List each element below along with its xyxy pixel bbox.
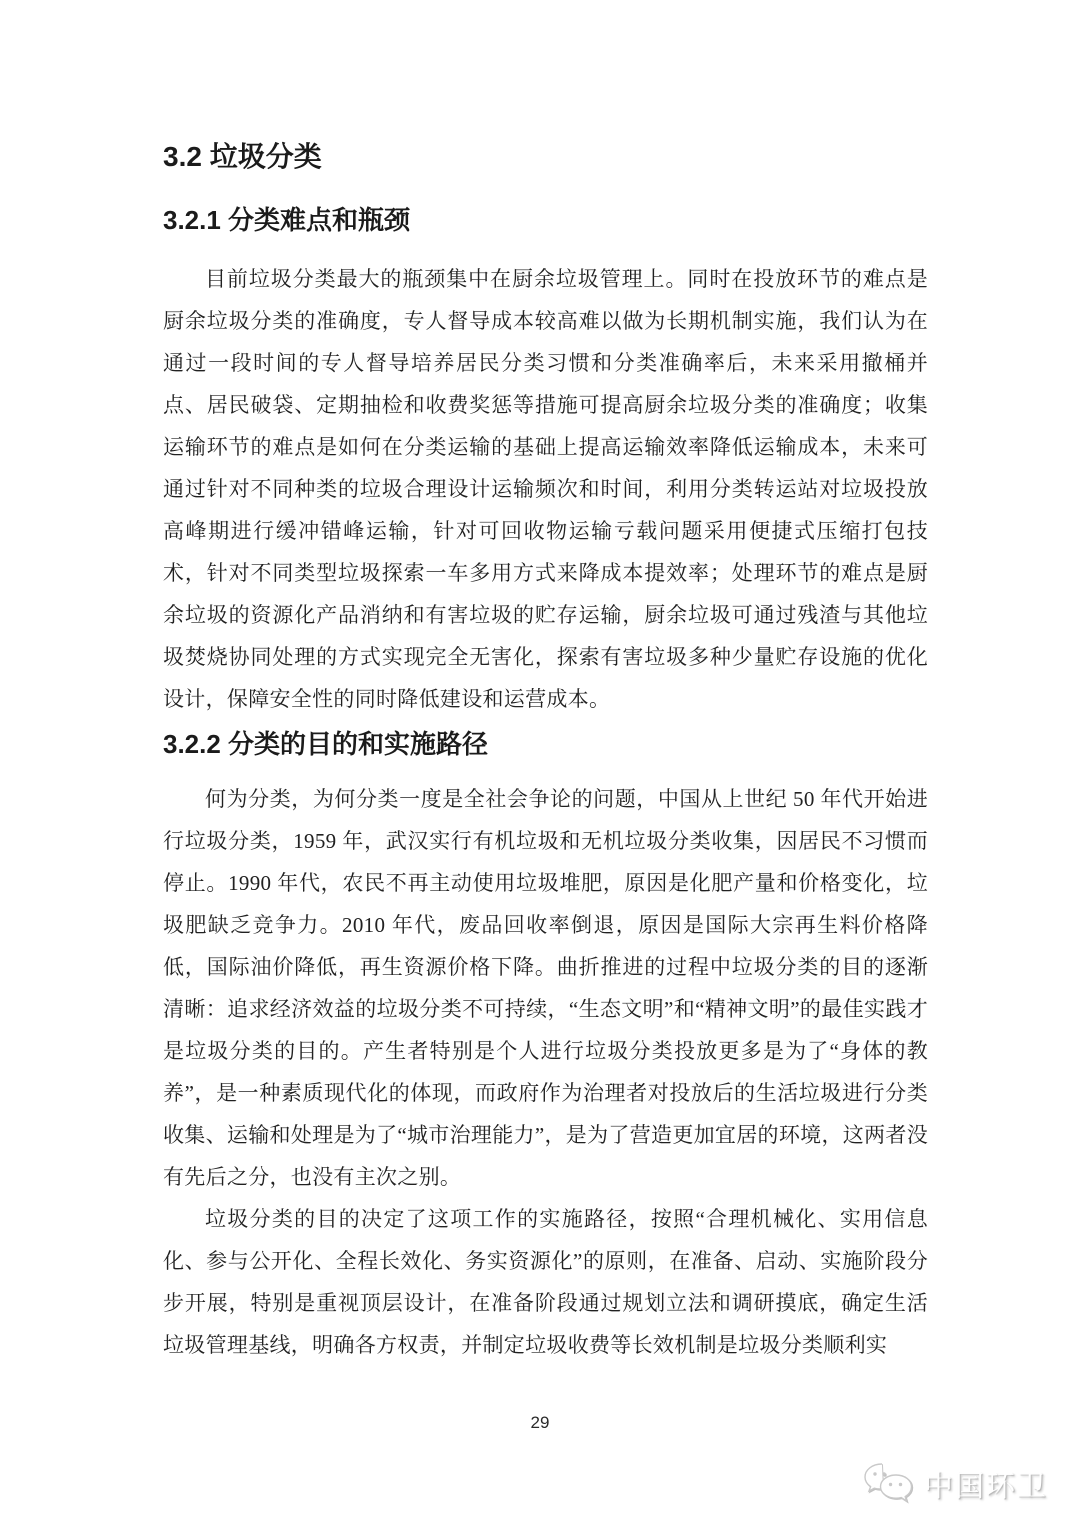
section-heading-3-2-2: 3.2.2 分类的目的和实施路径 bbox=[163, 729, 489, 759]
page-number: 29 bbox=[530, 1413, 550, 1432]
paragraph-implementation-path: 垃圾分类的目的决定了这项工作的实施路径，按照“合理机械化、实用信息化、参与公开化、全程长效化、务实资源化”的原则，在准备、启动、实施阶段分步开展，特别是重视顶层设计，在准备阶段通过规划立法和调研摸底，确定生活垃圾管理基线，明确各方权责，并制定垃圾收费等长效机制是垃圾分类顺利实 bbox=[163, 1207, 928, 1357]
section-heading-3-2-1: 3.2.1 分类难点和瓶颈 bbox=[163, 205, 411, 235]
document-content bbox=[0, 140, 1080, 1366]
publisher-watermark bbox=[862, 1462, 1048, 1506]
watermark-label: 中国环卫 bbox=[923, 1470, 1048, 1503]
paragraph-bottleneck: 目前垃圾分类最大的瓶颈集中在厨余垃圾管理上。同时在投放环节的难点是厨余垃圾分类的准确度，专人督导成本较高难以做为长期机制实施，我们认为在通过一段时间的专人督导培养居民分类习惯和分类准确率后，未来采用撤桶并点、居民破袋、定期抽检和收费奖惩等措施可提高厨余垃圾分类的准确度；收集运输环节的难点是如何在分类运输的基础上提高运输效率降低运输成本，未来可通过针对不同种类的垃圾合理设计运输频次和时间，利用分类转运站对垃圾投放高峰期进行缓冲错峰运输，针对可回收物运输亏载问题采用便捷式压缩打包技术，针对不同类型垃圾探索一车多用方式来降成本提效率；处理环节的难点是厨余垃圾的资源化产品消纳和有害垃圾的贮存运输，厨余垃圾可通过残渣与其他垃圾焚烧协同处理的方式实现完全无害化，探索有害垃圾多种少量贮存设施的优化设计，保障安全性的同时降低建设和运营成本。 bbox=[163, 267, 928, 711]
paragraph-purpose: 何为分类，为何分类一度是全社会争论的问题，中国从上世纪 50 年代开始进行垃圾分类，1959 年，武汉实行有机垃圾和无机垃圾分类收集，因居民不习惯而停止。1990 年代，农民不再主动使用垃圾堆肥，原因是化肥产量和价格变化，垃圾肥缺乏竞争力。2010 年代，废品回收率倒退，原因是国际大宗再生料价格降低，国际油价降低，再生资源价格下降。曲折推进的过程中垃圾分类的目的逐渐清晰：追求经济效益的垃圾分类不可持续，“生态文明”和“精神文明”的最佳实践才是垃圾分类的目的。产生者特别是个人进行垃圾分类投放更多是为了“身体的教养”，是一种素质现代化的体现，而政府作为治理者对投放后的生活垃圾进行分类收集、运输和处理是为了“城市治理能力”，是为了营造更加宜居的环境，这两者没有先后之分，也没有主次之别。 bbox=[163, 787, 928, 1189]
section-heading-3-2: 3.2 垃圾分类 bbox=[163, 141, 322, 172]
wechat-icon bbox=[862, 1462, 914, 1506]
